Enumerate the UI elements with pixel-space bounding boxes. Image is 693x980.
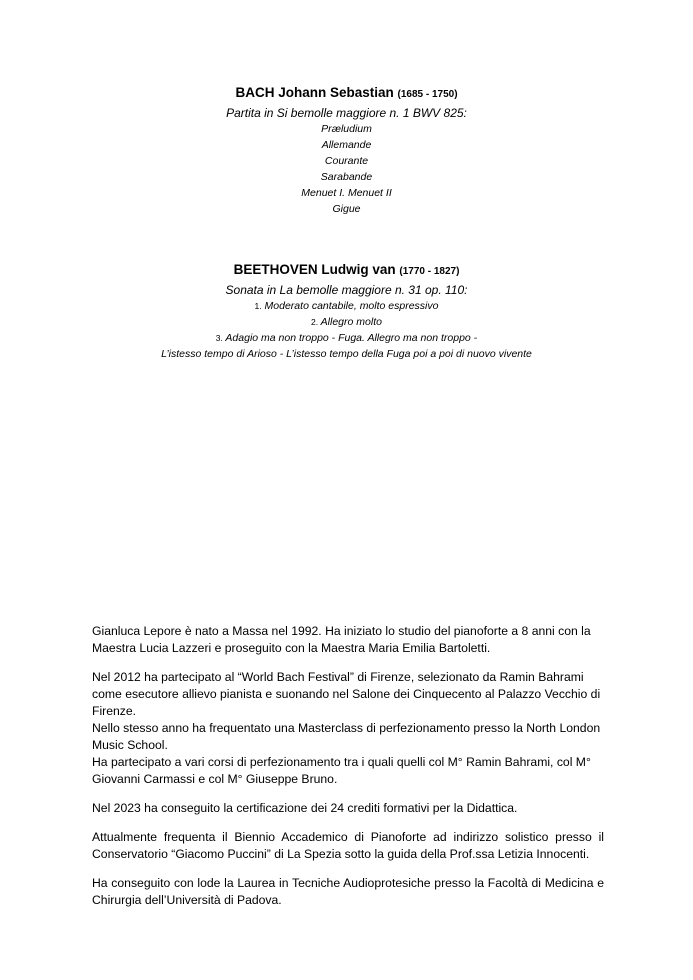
program-beethoven — [0, 261, 693, 362]
movement-text: Adagio ma non troppo - Fuga. Allegro ma non troppo - — [225, 332, 478, 344]
bio-sentence: Nel 2012 ha partecipato al “World Bach Festival” di Firenze, selezionato da Ramin Bahrami come esecutore allievo pianista e suonando nel Salone dei Cinquecento al Palazzo Vecchio di Firenze. — [92, 670, 601, 718]
movement: Allemande — [321, 139, 372, 151]
movement — [0, 298, 693, 314]
movement-text: Allegro molto — [320, 316, 382, 328]
bio-sentence: Ha partecipato a vari corsi di perfezionamento tra i quali quelli col M° Ramin Bahrami, col M° Giovanni Carmassi e col M° Giuseppe Bruno. — [92, 755, 591, 786]
biography — [92, 623, 604, 921]
movement — [0, 346, 693, 362]
work-title: Partita in Si bemolle maggiore n. 1 BWV 825: — [226, 106, 467, 120]
composer-name: BEETHOVEN Ludwig van — [233, 262, 396, 277]
movement: Menuet I. Menuet II — [301, 187, 392, 199]
movement: Sarabande — [320, 171, 373, 183]
program-bach — [0, 84, 693, 217]
composer-dates: (1770 - 1827) — [399, 266, 460, 277]
composer-heading — [0, 261, 693, 281]
movement-text: L’istesso tempo di Arioso - L’istesso tempo della Fuga poi a poi di nuovo vivente — [161, 348, 532, 360]
movement — [0, 314, 693, 330]
composer-dates: (1685 - 1750) — [397, 89, 458, 100]
movement: Præludium — [321, 123, 372, 135]
composer-heading — [0, 84, 693, 104]
bio-paragraph: Gianluca Lepore è nato a Massa nel 1992. Ha iniziato lo studio del pianoforte a 8 anni con la Maestra Lucia Lazzeri e proseguito con la Maestra Maria Emilia Bartoletti. — [92, 624, 591, 655]
movement-number: 3. — [215, 333, 223, 343]
work-title: Sonata in La bemolle maggiore n. 31 op. 110: — [225, 283, 468, 297]
movement: Courante — [324, 155, 369, 167]
bio-paragraph: Attualmente frequenta il Biennio Accademico di Pianoforte ad indirizzo solistico presso il Conservatorio “Giacomo Puccini” di La Spezia sotto la guida della Prof.ssa Letizia Innocenti. — [92, 830, 604, 861]
movement-number: 2. — [311, 317, 319, 327]
movement-number: 1. — [254, 301, 262, 311]
bio-sentence: Nello stesso anno ha frequentato una Masterclass di perfezionamento presso la North London Music School. — [92, 721, 601, 752]
bio-paragraph — [92, 669, 604, 788]
composer-name: BACH Johann Sebastian — [235, 85, 394, 100]
movement: Gigue — [332, 203, 361, 215]
bio-paragraph: Nel 2023 ha conseguito la certificazione dei 24 crediti formativi per la Didattica. — [92, 801, 518, 815]
movement-text: Moderato cantabile, molto espressivo — [264, 300, 439, 312]
bio-paragraph: Ha conseguito con lode la Laurea in Tecniche Audioprotesiche presso la Facoltà di Medicina e Chirurgia dell’Università di Padova. — [92, 876, 604, 907]
movement — [0, 330, 693, 346]
